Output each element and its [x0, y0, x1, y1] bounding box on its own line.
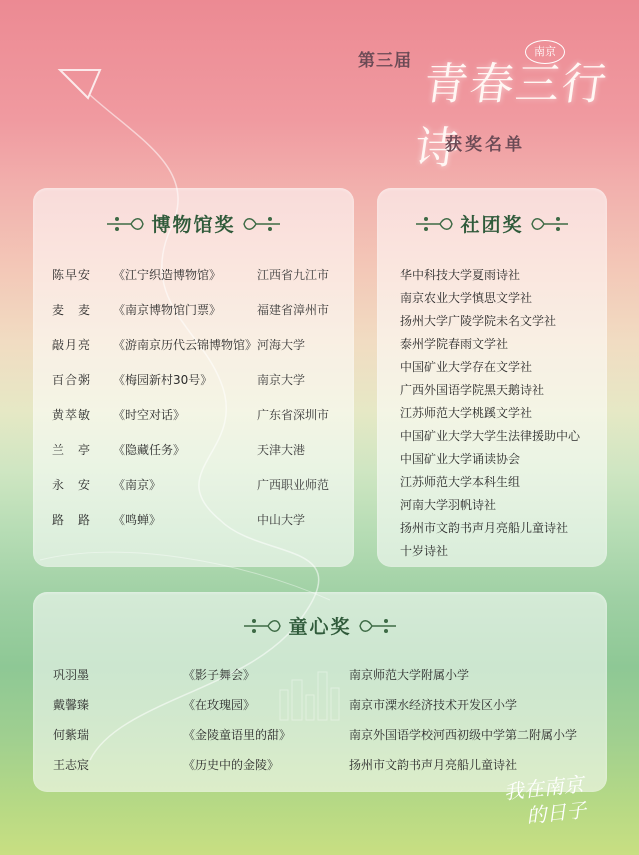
club-item: 广西外国语学院黑天鹅诗社 [400, 383, 545, 397]
work-title: 《金陵童语里的甜》 [183, 728, 292, 742]
museum-row [33, 336, 354, 358]
winner-location: 中山大学 [257, 513, 306, 527]
signature [503, 771, 588, 831]
club-item: 江苏师范大学桃蹊文学社 [400, 406, 533, 420]
page-header [350, 38, 612, 174]
work-title: 《江宁织造博物馆》 [113, 268, 222, 282]
work-title: 《鸣蝉》 [113, 513, 162, 527]
winner-school: 南京师范大学附属小学 [349, 668, 470, 682]
signature-line-2: 的日子 [525, 797, 588, 828]
children-row [33, 756, 607, 778]
museum-row [33, 266, 354, 288]
club-item: 十岁诗社 [400, 544, 449, 558]
winner-name: 何紫瑞 [53, 728, 90, 742]
winner-location: 天津大港 [257, 443, 306, 457]
work-title: 《影子舞会》 [183, 668, 256, 682]
event-title: 青春三行诗 [411, 59, 612, 174]
work-title: 《南京博物馆门票》 [113, 303, 222, 317]
winner-school: 南京市溧水经济技术开发区小学 [349, 698, 518, 712]
edition-label: 第三届 [358, 51, 412, 71]
work-title: 《梅园新村30号》 [113, 373, 213, 387]
museum-award-title-block [33, 210, 354, 237]
children-row [33, 666, 607, 688]
winner-school: 南京外国语学校河西初级中学第二附属小学 [349, 728, 578, 742]
club-item: 中国矿业大学存在文学社 [400, 360, 533, 374]
club-item: 扬州大学广陵学院未名文学社 [400, 314, 557, 328]
club-item: 河南大学羽帆诗社 [400, 498, 497, 512]
winner-name: 麦 麦 [52, 303, 92, 317]
winner-name: 黄萃敏 [52, 408, 92, 422]
left-ornament-icon [242, 615, 282, 637]
museum-award-panel [33, 188, 354, 567]
left-ornament-icon [105, 213, 145, 235]
winner-location: 广东省深圳市 [257, 408, 330, 422]
children-row [33, 726, 607, 748]
winner-location: 南京大学 [257, 373, 306, 387]
museum-row [33, 406, 354, 428]
winner-name: 王志宸 [53, 758, 90, 772]
museum-row [33, 301, 354, 323]
left-ornament-icon [414, 213, 454, 235]
club-award-title-block [377, 210, 607, 237]
club-item: 南京农业大学慎思文学社 [400, 291, 533, 305]
winner-school: 扬州市文韵书声月亮船儿童诗社 [349, 758, 518, 772]
museum-row [33, 476, 354, 498]
winner-name: 巩羽墨 [53, 668, 90, 682]
winner-location: 福建省漳州市 [257, 303, 330, 317]
club-item: 中国矿业大学诵读协会 [400, 452, 521, 466]
winner-name: 戴馨臻 [53, 698, 90, 712]
club-item: 扬州市文韵书声月亮船儿童诗社 [400, 521, 569, 535]
museum-row [33, 511, 354, 533]
children-award-title: 童心奖 [288, 616, 352, 638]
club-award-title: 社团奖 [460, 214, 524, 236]
museum-award-title: 博物馆奖 [151, 214, 236, 236]
winner-name: 敲月亮 [52, 338, 92, 352]
work-title: 《游南京历代云锦博物馆》 [113, 338, 258, 352]
winner-name: 路 路 [52, 513, 92, 527]
club-item: 江苏师范大学本科生组 [400, 475, 521, 489]
children-row [33, 696, 607, 718]
winner-location: 广西职业师范 [257, 478, 330, 492]
right-ornament-icon [530, 213, 570, 235]
work-title: 《在玫瑰园》 [183, 698, 256, 712]
work-title: 《时空对话》 [113, 408, 186, 422]
page-subtitle: 获奖名单 [445, 135, 525, 155]
right-ornament-icon [242, 213, 282, 235]
children-award-panel [33, 592, 607, 792]
right-ornament-icon [358, 615, 398, 637]
winner-name: 兰 亭 [52, 443, 92, 457]
signature-line-1: 我在南京 [502, 771, 585, 805]
winner-name: 永 安 [52, 478, 92, 492]
city-badge: 南京 [525, 40, 565, 64]
museum-row [33, 371, 354, 393]
museum-row [33, 441, 354, 463]
winner-location: 江西省九江市 [257, 268, 330, 282]
work-title: 《隐藏任务》 [113, 443, 186, 457]
work-title: 《南京》 [113, 478, 162, 492]
club-item: 中国矿业大学大学生法律援助中心 [400, 429, 581, 443]
club-award-panel [377, 188, 607, 567]
children-award-title-block [33, 612, 607, 639]
winner-location: 河海大学 [257, 338, 306, 352]
winner-name: 百合粥 [52, 373, 92, 387]
club-item: 华中科技大学夏雨诗社 [400, 268, 521, 282]
club-item: 泰州学院春雨文学社 [400, 337, 509, 351]
work-title: 《历史中的金陵》 [183, 758, 280, 772]
winner-name: 陈早安 [52, 268, 92, 282]
